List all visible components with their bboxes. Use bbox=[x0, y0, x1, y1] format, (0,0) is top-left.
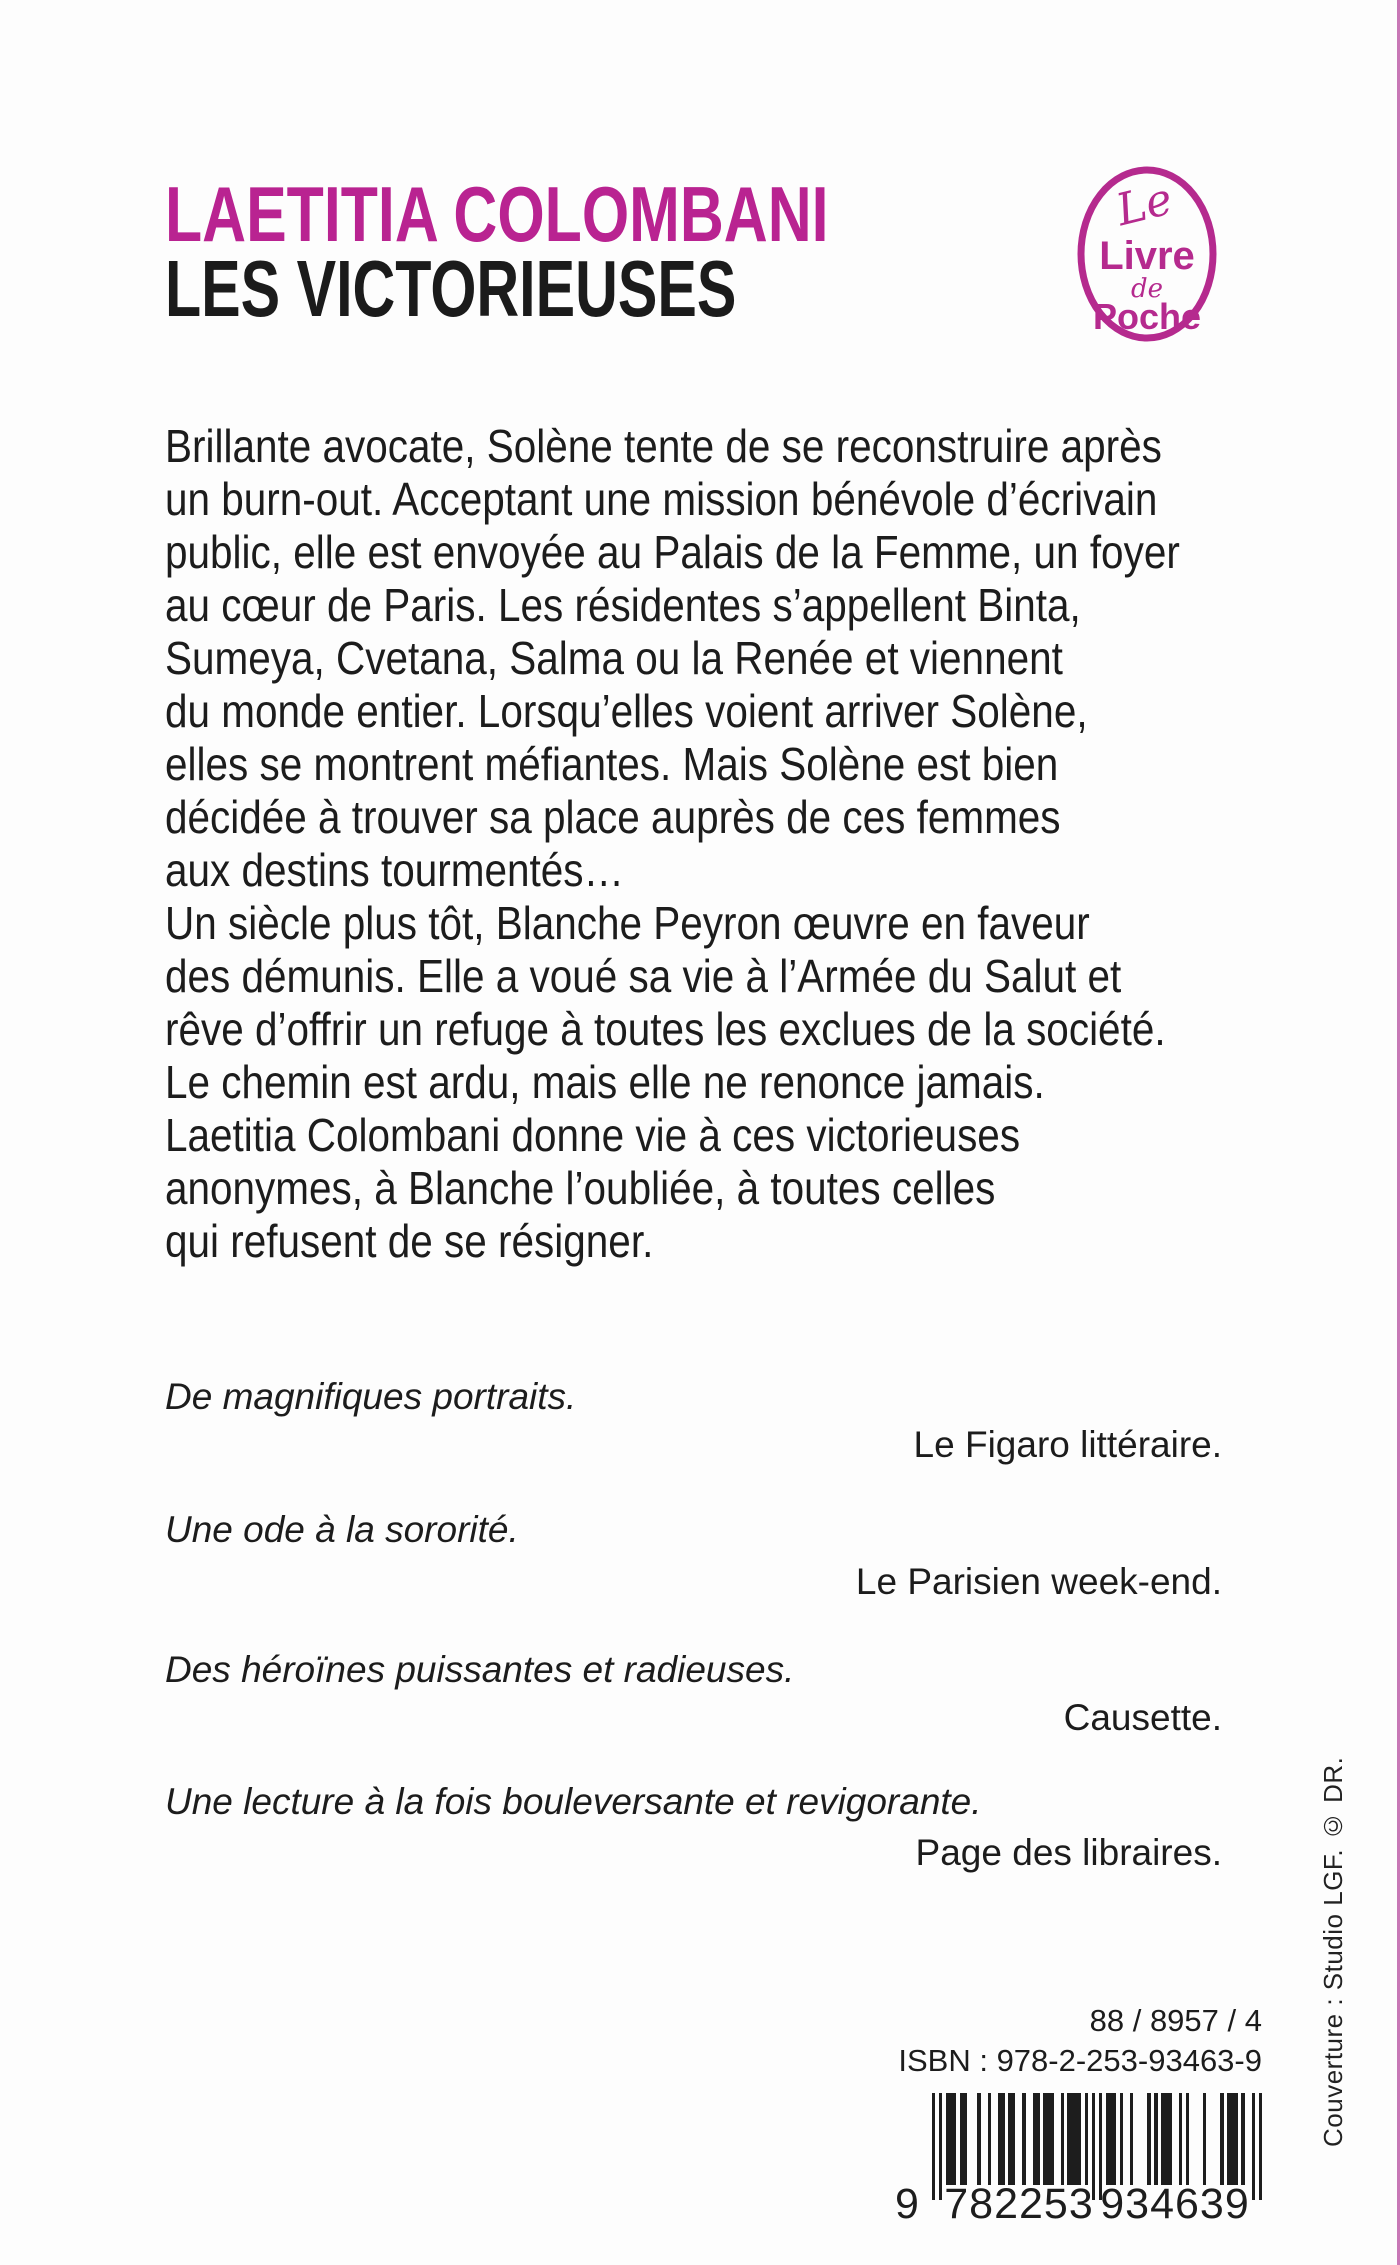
synopsis-line: rêve d’offrir un refuge à toutes les exclues de la société. bbox=[165, 1003, 1166, 1055]
barcode-bar bbox=[1147, 2093, 1150, 2185]
synopsis-line: aux destins tourmentés… bbox=[165, 844, 625, 896]
barcode-bar bbox=[932, 2093, 935, 2200]
barcode-bar bbox=[1067, 2093, 1081, 2185]
barcode-bar bbox=[1120, 2093, 1123, 2185]
barcode-bar bbox=[1154, 2093, 1157, 2185]
logo-word-livre: Livre bbox=[1099, 234, 1195, 278]
synopsis-line: décidée à trouver sa place auprès de ces femmes bbox=[165, 791, 1061, 843]
barcode-bar bbox=[1259, 2093, 1262, 2200]
cover-credit-text: Couverture : Studio LGF. © DR. bbox=[1318, 1756, 1348, 2147]
synopsis-line: Le chemin est ardu, mais elle ne renonce jamais. bbox=[165, 1056, 1045, 1108]
barcode-bar bbox=[1043, 2093, 1053, 2185]
synopsis-line: Sumeya, Cvetana, Salma ou la Renée et viennent bbox=[165, 632, 1063, 684]
barcode-bar bbox=[1179, 2093, 1182, 2185]
livre-de-poche-logo-icon bbox=[1072, 163, 1222, 345]
ean13-barcode bbox=[895, 2093, 1262, 2233]
synopsis-line: au cœur de Paris. Les résidentes s’appellent Binta, bbox=[165, 579, 1081, 631]
barcode-digit-group-2: 934639 bbox=[1100, 2180, 1250, 2228]
synopsis-line: des démunis. Elle a voué sa vie à l’Armée du Salut et bbox=[165, 950, 1122, 1002]
barcode-bar bbox=[1161, 2093, 1171, 2185]
review-source: Le Figaro littéraire. bbox=[913, 1424, 1222, 1465]
barcode-bar bbox=[1008, 2093, 1015, 2185]
barcode-bar bbox=[1186, 2093, 1189, 2185]
synopsis-line: Un siècle plus tôt, Blanche Peyron œuvre en faveur bbox=[165, 897, 1090, 949]
synopsis-text bbox=[165, 420, 1221, 1268]
barcode-bar bbox=[1203, 2093, 1206, 2185]
barcode-bar bbox=[946, 2093, 956, 2185]
barcode-bar bbox=[998, 2093, 1005, 2185]
synopsis-line: du monde entier. Lorsqu’elles voient arriver Solène, bbox=[165, 685, 1088, 737]
barcode-bar bbox=[1022, 2093, 1025, 2185]
barcode-digit-group-1: 782253 bbox=[944, 2180, 1094, 2228]
author-name: LAETITIA COLOMBANI bbox=[165, 170, 829, 258]
barcode-bar bbox=[1227, 2093, 1237, 2185]
barcode-bar bbox=[1252, 2093, 1255, 2200]
barcode-bar bbox=[1061, 2093, 1064, 2185]
review-source: Causette. bbox=[1063, 1697, 1222, 1738]
barcode-bar bbox=[988, 2093, 991, 2185]
barcode-bar bbox=[939, 2093, 942, 2200]
synopsis-line: qui refusent de se résigner. bbox=[165, 1215, 654, 1267]
barcode-bar bbox=[1085, 2093, 1088, 2185]
synopsis-line: elles se montrent méfiantes. Mais Solène est bien bbox=[165, 738, 1059, 790]
barcode-bar bbox=[1106, 2093, 1116, 2185]
logo-word-poche: Poche bbox=[1092, 296, 1202, 337]
logo-word-de: de bbox=[1130, 274, 1164, 304]
barcode-bar bbox=[1220, 2093, 1223, 2185]
synopsis-line: anonymes, à Blanche l’oubliée, à toutes celles bbox=[165, 1162, 996, 1214]
synopsis-line: Brillante avocate, Solène tente de se reconstruire après bbox=[165, 420, 1162, 472]
book-title: LES VICTORIEUSES bbox=[165, 244, 737, 333]
review-quote: De magnifiques portraits. bbox=[165, 1376, 577, 1417]
logo-word-le: Le bbox=[1111, 173, 1178, 237]
barcode-bar bbox=[1130, 2093, 1133, 2185]
synopsis-line: public, elle est envoyée au Palais de la Femme, un foyer bbox=[165, 526, 1180, 578]
print-code: 88 / 8957 / 4 bbox=[1089, 2003, 1262, 2038]
review-source: Page des libraires. bbox=[915, 1832, 1222, 1873]
barcode-bar bbox=[960, 2093, 967, 2185]
isbn-number: ISBN : 978-2-253-93463-9 bbox=[898, 2043, 1262, 2078]
synopsis-line: un burn-out. Acceptant une mission bénévole d’écrivain bbox=[165, 473, 1158, 525]
review-quote: Une lecture à la fois bouleversante et revigorante. bbox=[165, 1781, 982, 1822]
synopsis-line: Laetitia Colombani donne vie à ces victorieuses bbox=[165, 1109, 1021, 1161]
review-quote: Des héroïnes puissantes et radieuses. bbox=[165, 1649, 795, 1690]
barcode-bar bbox=[1241, 2093, 1244, 2185]
barcode-bar bbox=[977, 2093, 980, 2185]
barcode-bar bbox=[1033, 2093, 1040, 2185]
review-quote: Une ode à la sororité. bbox=[165, 1509, 519, 1550]
barcode-lead-digit: 9 bbox=[895, 2180, 919, 2228]
review-source: Le Parisien week-end. bbox=[855, 1561, 1222, 1602]
